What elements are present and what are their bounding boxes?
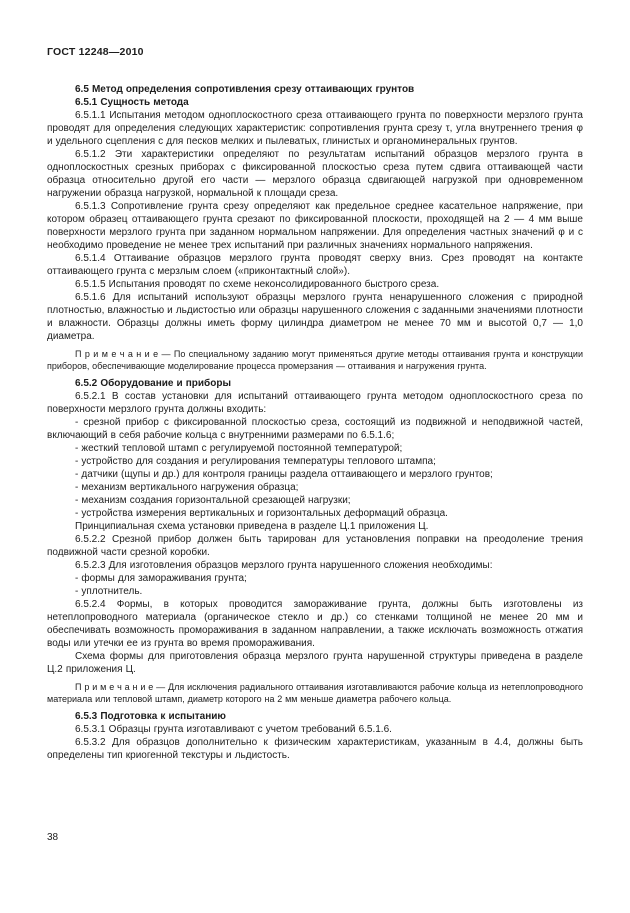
paragraph: 6.5.1.1 Испытания методом одноплоскостного среза оттаивающего грунта по поверхности мерзлого грунта проводят для определения следующих характеристик: сопротивления грунта срезу τ, угла внутреннего трения φ и удельного сцепления с для песков мелких и пылеватых, глинистых и органоминеральных грунтов. (47, 110, 583, 147)
list-item: - уплотнитель. (75, 586, 143, 597)
list-item: - срезной прибор с фиксированной плоскостью среза, состоящий из подвижной и неподвижной частей, включающий в себя рабочие кольца с внутренними размерами по 6.5.1.6; (47, 417, 583, 441)
section-heading: 6.5.2 Оборудование и приборы (75, 378, 231, 389)
paragraph: 6.5.3.1 Образцы грунта изготавливают с учетом требований 6.5.1.6. (75, 724, 392, 735)
page-number: 38 (47, 832, 59, 843)
paragraph: 6.5.3.2 Для образцов дополнительно к физическим характеристикам, указанным в 4.4, должны быть определены тип криогенной текстуры и льдистость. (47, 737, 583, 761)
paragraph: 6.5.1.2 Эти характеристики определяют по результатам испытаний образцов мерзлого грунта в одноплоскостных срезных приборах с фиксированной плоскостью среза путем сдвига оттаивающей части образца относительно другой его части — мерзлого образца сдвигающей нагрузкой при одновременном нагружении образца нагрузкой, нормальной к площади среза. (47, 149, 583, 199)
paragraph: Принципиальная схема установки приведена в разделе Ц.1 приложения Ц. (75, 521, 429, 532)
paragraph: 6.5.2.1 В состав установки для испытаний оттаивающего грунта методом одноплоскостного среза по поверхности мерзлого грунта должны входить: (47, 391, 583, 415)
list-item: - механизм создания горизонтальной срезающей нагрузки; (75, 495, 351, 506)
document-header-title: ГОСТ 12248—2010 (47, 46, 144, 58)
document-body (47, 83, 583, 762)
note-paragraph: П р и м е ч а н и е — Для исключения радиального оттаивания изготавливаются рабочие кольца из нетеплопроводного материала или тепловой штамп, диаметр которого на 2 мм меньше диаметра рабочего кольца. (47, 682, 583, 704)
list-item: - жесткий тепловой штамп с регулируемой постоянной температурой; (75, 443, 403, 454)
list-item: - устройство для создания и регулирования температуры теплового штампа; (75, 456, 436, 467)
paragraph: 6.5.2.3 Для изготовления образцов мерзлого грунта нарушенного сложения необходимы: (75, 560, 493, 571)
paragraph: Схема формы для приготовления образца мерзлого грунта нарушенной структуры приведена в разделе Ц.2 приложения Ц. (47, 651, 583, 675)
section-heading: 6.5.3 Подготовка к испытанию (75, 711, 226, 722)
list-item: - датчики (щупы и др.) для контроля границы раздела оттаивающего и мерзлого грунтов; (75, 469, 493, 480)
list-item: - устройства измерения вертикальных и горизонтальных деформаций образца. (75, 508, 448, 519)
section-heading: 6.5.1 Сущность метода (75, 97, 189, 108)
section-heading: 6.5 Метод определения сопротивления срезу оттаивающих грунтов (75, 84, 415, 95)
paragraph: 6.5.1.6 Для испытаний используют образцы мерзлого грунта ненарушенного сложения с природной плотностью, влажностью и льдистостью или образцы нарушенного сложения с заданными значениями плотности и влажности. Образцы должны иметь форму цилиндра диаметром не менее 70 мм и высотой 0,7 — 1,0 диаметра. (47, 292, 583, 342)
paragraph: 6.5.2.2 Срезной прибор должен быть тарирован для установления поправки на преодоление трения подвижной части срезной коробки. (47, 534, 583, 558)
paragraph: 6.5.1.3 Сопротивление грунта срезу определяют как предельное среднее касательное напряжение, при котором образец оттаивающего грунта срезают по фиксированной плоскости, проходящей на 2 — 4 мм выше поверхности мерзлого грунта при заданном нормальном напряжении. Для определения частных значений φ и с необходимо проведение не менее трех испытаний при различных значениях нормального напряжения. (47, 201, 583, 251)
paragraph: 6.5.2.4 Формы, в которых проводится замораживание грунта, должны быть изготовлены из нетеплопроводного материала (органическое стекло и др.) со стенками толщиной не менее 20 мм и обеспечивать возможность промораживания в заданном направлении, а также исключать возможность отжатия воды или утечки ее из грунта во время промораживания. (47, 599, 583, 649)
note-paragraph: П р и м е ч а н и е — По специальному заданию могут применяться другие методы оттаивания грунта и конструкции приборов, обеспечивающие моделирование процесса промерзания — оттаивания и нагружения грунта. (47, 349, 583, 371)
list-item: - механизм вертикального нагружения образца; (75, 482, 299, 493)
paragraph: 6.5.1.5 Испытания проводят по схеме неконсолидированного быстрого среза. (75, 279, 440, 290)
paragraph: 6.5.1.4 Оттаивание образцов мерзлого грунта проводят сверху вниз. Срез проводят на контакте оттаивающего грунта с мерзлым слоем («приконтактный слой»). (47, 253, 583, 277)
list-item: - формы для замораживания грунта; (75, 573, 247, 584)
